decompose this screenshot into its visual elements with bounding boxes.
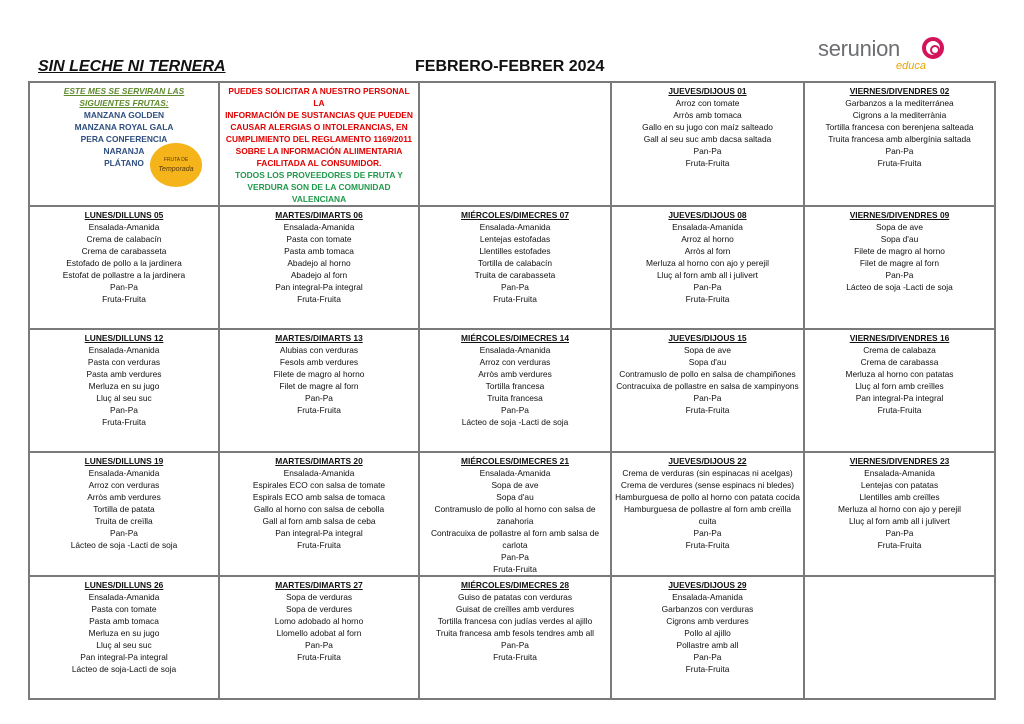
notice-line: PUEDES SOLICITAR A NUESTRO PERSONAL LA <box>228 86 410 108</box>
menu-item: Sopa de ave <box>683 345 732 355</box>
menu-item: Fruta-Fruita <box>685 158 730 168</box>
fruit-item: MANZANA ROYAL GALA <box>74 122 174 132</box>
menu-item: Tortilla francesa con judías verdes al ajillo <box>437 616 593 626</box>
fruit-item: MANZANA GOLDEN <box>83 110 165 120</box>
menu-item: Pasta con verduras <box>87 357 161 367</box>
menu-item: Arroz con verduras <box>479 357 551 367</box>
day-heading: VIERNES/DIVENDRES 02 <box>849 86 950 96</box>
menu-item: Gallo en su jugo con maíz salteado <box>642 122 773 132</box>
empty-cell <box>419 82 611 206</box>
logo-swirl-icon <box>922 37 944 59</box>
menu-item: Tortilla de patata <box>93 504 155 514</box>
menu-item: Fruta-Fruita <box>297 540 341 550</box>
menu-title: SIN LECHE NI TERNERA <box>38 58 226 75</box>
month-title: FEBRERO-FEBRER 2024 <box>415 58 605 75</box>
menu-item: Pan integral-Pa integral <box>80 652 168 662</box>
day-cell <box>611 82 804 206</box>
notice-line: FACILITADA AL CONSUMIDOR. <box>256 158 382 168</box>
menu-item: Arròs amb verdures <box>478 369 552 379</box>
menu-item: Filete de magro al horno <box>854 246 945 256</box>
day-cell <box>29 452 219 576</box>
menu-item: Sopa de verdures <box>285 604 353 614</box>
menu-item: Ensalada-Amanida <box>88 468 160 478</box>
menu-item: Sopa d'au <box>496 492 534 502</box>
menu-item: Lluç al seu suc <box>96 393 152 403</box>
menu-item: Ensalada-Amanida <box>283 468 355 478</box>
menu-item: Lácteo de soja -Lacti de soja <box>846 282 953 292</box>
menu-calendar <box>28 81 996 700</box>
menu-item: Fruta-Fruita <box>877 405 922 415</box>
day-cell <box>804 206 995 329</box>
day-heading: MIÉRCOLES/DIMECRES 28 <box>461 580 569 590</box>
menu-item: Merluza al horno con ajo y perejil <box>838 504 961 514</box>
menu-item: Truita de creïlla <box>95 516 153 526</box>
menu-item: Fruta-Fruita <box>493 564 537 574</box>
menu-item: Arroz con tomate <box>675 98 740 108</box>
menu-item: Ensalada-Amanida <box>283 222 355 232</box>
menu-item: Crema de carabasseta <box>81 246 167 256</box>
day-cell <box>419 452 611 576</box>
fruit-item: PLÁTANO <box>104 158 144 168</box>
menu-item: Llentilles estofades <box>479 246 551 256</box>
menu-item: Tortilla de calabacín <box>477 258 553 268</box>
menu-item: Fruta-Fruita <box>877 540 922 550</box>
day-heading: LUNES/DILLUNS 26 <box>84 580 164 590</box>
menu-item: Cigrons a la mediterrània <box>852 110 947 120</box>
day-cell <box>219 329 419 452</box>
menu-item: Lácteo de soja -Lacti de soja <box>70 540 178 550</box>
menu-item: Pan-Pa <box>305 640 333 650</box>
day-cell <box>611 452 804 576</box>
empty-cell <box>804 576 995 699</box>
menu-item: Pasta amb tomaca <box>284 246 354 256</box>
menu-item: Ensalada-Amanida <box>88 592 160 602</box>
menu-item: Pasta con tomate <box>91 604 157 614</box>
day-heading: JUEVES/DIJOUS 22 <box>668 456 747 466</box>
menu-item: Guiso de patatas con verduras <box>457 592 573 602</box>
menu-item: Fruta-Fruita <box>493 652 537 662</box>
menu-item: Sopa d'au <box>880 234 919 244</box>
day-heading: MIÉRCOLES/DIMECRES 21 <box>461 456 569 466</box>
week-row <box>29 82 995 206</box>
menu-item: Pan-Pa <box>110 405 138 415</box>
menu-item: Filet de magre al forn <box>859 258 940 268</box>
menu-item: Pollo al ajillo <box>684 628 731 638</box>
menu-item: Ensalada-Amanida <box>672 222 743 232</box>
logo-text: serunion <box>818 36 900 61</box>
menu-item: Tortilla francesa con berenjena salteada <box>825 122 974 132</box>
week-row <box>29 206 995 329</box>
day-heading: MARTES/DIMARTS 06 <box>275 210 363 220</box>
menu-item: Ensalada-Amanida <box>479 222 551 232</box>
menu-item: Ensalada-Amanida <box>864 468 935 478</box>
menu-item: Sopa de ave <box>875 222 924 232</box>
day-heading: MARTES/DIMARTS 20 <box>275 456 363 466</box>
menu-item: Pan-Pa <box>501 405 529 415</box>
menu-item: Merluza en su jugo <box>88 381 160 391</box>
menu-item: Crema de calabacín <box>86 234 162 244</box>
day-cell <box>219 576 419 699</box>
menu-item: Llentilles amb creïlles <box>859 492 940 502</box>
menu-item: Pasta amb verdures <box>86 369 162 379</box>
menu-item: Lluç al forn amb all i julivert <box>656 270 758 280</box>
day-heading: VIERNES/DIVENDRES 16 <box>849 333 950 343</box>
day-cell <box>419 576 611 699</box>
menu-item: Pan integral-Pa integral <box>855 393 944 403</box>
menu-item: Fruta-Fruita <box>685 294 730 304</box>
menu-item: Arròs amb verdures <box>87 492 161 502</box>
day-cell <box>419 206 611 329</box>
menu-item: Pan-Pa <box>693 528 722 538</box>
menu-item: Merluza al horno con patatas <box>845 369 954 379</box>
menu-item: Pollastre amb all <box>676 640 739 650</box>
seasonal-fruits-box <box>29 82 219 206</box>
notice-line: CAUSAR ALERGIAS O INTOLERANCIAS, EN <box>230 122 408 132</box>
menu-item: Pan-Pa <box>110 528 138 538</box>
day-heading: LUNES/DILLUNS 12 <box>84 333 164 343</box>
menu-item: Arroz con verduras <box>88 480 160 490</box>
menu-item: Contramuslo de pollo al horno con salsa de zanahoria <box>434 504 596 526</box>
day-cell <box>219 452 419 576</box>
fruits-intro: ESTE MES SE SERVIRAN LAS <box>63 86 185 96</box>
menu-item: Truita francesa <box>487 393 543 403</box>
menu-item: Merluza en su jugo <box>88 628 160 638</box>
day-cell <box>219 206 419 329</box>
day-heading: JUEVES/DIJOUS 01 <box>668 86 747 96</box>
menu-item: Filet de magre al forn <box>279 381 359 391</box>
menu-item: Sopa de ave <box>491 480 539 490</box>
menu-item: Ensalada-Amanida <box>88 222 160 232</box>
menu-item: Espirals ECO amb salsa de tomaca <box>252 492 386 502</box>
week-row <box>29 452 995 576</box>
menu-item: Pan-Pa <box>693 146 722 156</box>
menu-item: Lácteo de soja -Lacti de soja <box>461 417 569 427</box>
seasonal-fruit-badge-icon <box>150 143 202 187</box>
badge-text: FRUTA DE <box>163 157 189 163</box>
menu-item: Sopa de verduras <box>285 592 353 602</box>
menu-item: Fruta-Fruita <box>102 294 146 304</box>
menu-item: Hamburguesa de pollastre al forn amb creïlla cuita <box>623 504 792 526</box>
menu-item: Lluç al forn amb creïlles <box>855 381 944 391</box>
menu-item: Crema de verdures (sense espinacs ni bledes) <box>620 480 795 490</box>
menu-item: Tortilla francesa <box>485 381 545 391</box>
notice-line: CUMPLIMIENTO DEL REGLAMENTO 1169/2011 <box>225 134 413 144</box>
notice-line: INFORMACIÓN DE SUSTANCIAS QUE PUEDEN <box>225 110 413 120</box>
menu-item: Fruta-Fruita <box>685 664 730 674</box>
menu-item: Garbanzos con verduras <box>661 604 754 614</box>
day-heading: LUNES/DILLUNS 19 <box>84 456 164 466</box>
day-cell <box>804 82 995 206</box>
day-cell <box>419 329 611 452</box>
day-heading: JUEVES/DIJOUS 15 <box>668 333 747 343</box>
fruit-item: NARANJA <box>103 146 145 156</box>
menu-item: Crema de calabaza <box>863 345 936 355</box>
menu-item: Ensalada-Amanida <box>479 345 551 355</box>
day-heading: JUEVES/DIJOUS 29 <box>668 580 747 590</box>
menu-item: Pan-Pa <box>305 393 333 403</box>
menu-item: Pan-Pa <box>501 640 529 650</box>
menu-item: Merluza al horno con ajo y perejil <box>646 258 769 268</box>
allergen-notice <box>219 82 419 206</box>
menu-item: Gall al forn amb salsa de ceba <box>262 516 376 526</box>
menu-item: Contracuixa de pollastre al forn amb salsa de carlota <box>430 528 600 550</box>
day-heading: MARTES/DIMARTS 27 <box>275 580 363 590</box>
day-cell <box>611 576 804 699</box>
menu-item: Lomo adobado al horno <box>274 616 364 626</box>
day-cell <box>804 329 995 452</box>
menu-item: Fruta-Fruita <box>685 540 730 550</box>
badge-text: Temporada <box>158 166 194 173</box>
logo-subtext: educa <box>896 60 926 72</box>
menu-item: Truita francesa amb fesols tendres amb all <box>436 628 594 638</box>
menu-item: Contracuixa de pollastre en salsa de xampinyons <box>616 381 799 391</box>
menu-item: Pan integral-Pa integral <box>275 282 363 292</box>
menu-item: Crema de verduras (sin espinacas ni acelgas) <box>622 468 793 478</box>
menu-item: Pan-Pa <box>693 282 722 292</box>
menu-item: Estofado de pollo a la jardinera <box>66 258 182 268</box>
notice-line: VERDURA SON DE LA COMUNIDAD <box>247 182 391 192</box>
menu-item: Arròs al forn <box>684 246 731 256</box>
menu-item: Hamburguesa de pollo al horno con patata cocida <box>615 492 800 502</box>
menu-item: Pan-Pa <box>501 282 529 292</box>
menu-item: Pan-Pa <box>885 270 914 280</box>
menu-item: Ensalada-Amanida <box>88 345 160 355</box>
menu-item: Fruta-Fruita <box>877 158 922 168</box>
menu-item: Garbanzos a la mediterránea <box>845 98 954 108</box>
menu-item: Ensalada-Amanida <box>479 468 551 478</box>
menu-item: Pan-Pa <box>693 393 722 403</box>
menu-item: Filete de magro al horno <box>273 369 365 379</box>
week-row <box>29 576 995 699</box>
menu-item: Arròs amb tomaca <box>673 110 742 120</box>
day-cell <box>29 206 219 329</box>
menu-item: Sopa d'au <box>688 357 727 367</box>
menu-item: Fesols amb verdures <box>279 357 359 367</box>
serunion-logo <box>818 36 958 76</box>
menu-item: Contramuslo de pollo en salsa de champiñones <box>619 369 796 379</box>
menu-item: Fruta-Fruita <box>297 294 341 304</box>
week-row <box>29 329 995 452</box>
menu-item: Alubias con verduras <box>279 345 359 355</box>
notice-line: VALENCIANA <box>291 194 347 204</box>
menu-item: Truita francesa amb albergínia saltada <box>828 134 971 144</box>
menu-item: Lluç al forn amb all i julivert <box>848 516 950 526</box>
day-heading: VIERNES/DIVENDRES 23 <box>849 456 950 466</box>
day-heading: MIÉRCOLES/DIMECRES 14 <box>461 333 569 343</box>
notice-line: SOBRE LA INFORMACIÓN ALIIMENTARIA <box>235 146 403 156</box>
menu-item: Lentejas estofadas <box>479 234 551 244</box>
menu-item: Espirales ECO con salsa de tomate <box>252 480 386 490</box>
menu-item: Ensalada-Amanida <box>672 592 743 602</box>
menu-item: Pasta con tomate <box>286 234 352 244</box>
menu-item: Abadejo al forn <box>290 270 348 280</box>
day-cell <box>804 452 995 576</box>
day-cell <box>611 206 804 329</box>
menu-item: Pasta amb tomaca <box>89 616 159 626</box>
day-heading: JUEVES/DIJOUS 08 <box>668 210 747 220</box>
menu-item: Fruta-Fruita <box>297 405 341 415</box>
day-cell <box>611 329 804 452</box>
menu-item: Pan integral-Pa integral <box>275 528 363 538</box>
menu-item: Llomello adobat al forn <box>276 628 362 638</box>
fruits-intro: SIGUIENTES FRUTAS: <box>79 98 169 108</box>
menu-item: Arroz al horno <box>681 234 734 244</box>
day-heading: MARTES/DIMARTS 13 <box>275 333 363 343</box>
menu-item: Cigrons amb verdures <box>666 616 749 626</box>
menu-item: Guisat de creïlles amb verdures <box>455 604 575 614</box>
menu-item: Fruta-Fruita <box>102 417 146 427</box>
menu-item: Pan-Pa <box>110 282 138 292</box>
menu-item: Crema de carabassa <box>860 357 939 367</box>
menu-item: Fruta-Fruita <box>685 405 730 415</box>
menu-item: Gallo al horno con salsa de cebolla <box>253 504 385 514</box>
day-heading: LUNES/DILLUNS 05 <box>84 210 164 220</box>
menu-item: Lácteo de soja-Lacti de soja <box>71 664 177 674</box>
menu-item: Pan-Pa <box>885 146 914 156</box>
day-cell <box>29 576 219 699</box>
menu-item: Lentejas con patatas <box>860 480 939 490</box>
menu-item: Pan-Pa <box>885 528 914 538</box>
fruit-item: PERA CONFERENCIA <box>80 134 168 144</box>
menu-item: Estofat de pollastre a la jardinera <box>62 270 186 280</box>
menu-item: Gall al seu suc amb dacsa saltada <box>643 134 772 144</box>
notice-line: TODOS LOS PROVEEDORES DE FRUTA Y <box>235 170 403 180</box>
day-heading: VIERNES/DIVENDRES 09 <box>849 210 950 220</box>
menu-item: Fruta-Fruita <box>297 652 341 662</box>
menu-item: Truita de carabasseta <box>474 270 556 280</box>
menu-item: Pan-Pa <box>501 552 529 562</box>
menu-item: Abadejo al horno <box>287 258 351 268</box>
day-cell <box>29 329 219 452</box>
day-heading: MIÉRCOLES/DIMECRES 07 <box>461 210 569 220</box>
menu-item: Pan-Pa <box>693 652 722 662</box>
menu-item: Fruta-Fruita <box>493 294 537 304</box>
menu-item: Lluç al seu suc <box>96 640 152 650</box>
